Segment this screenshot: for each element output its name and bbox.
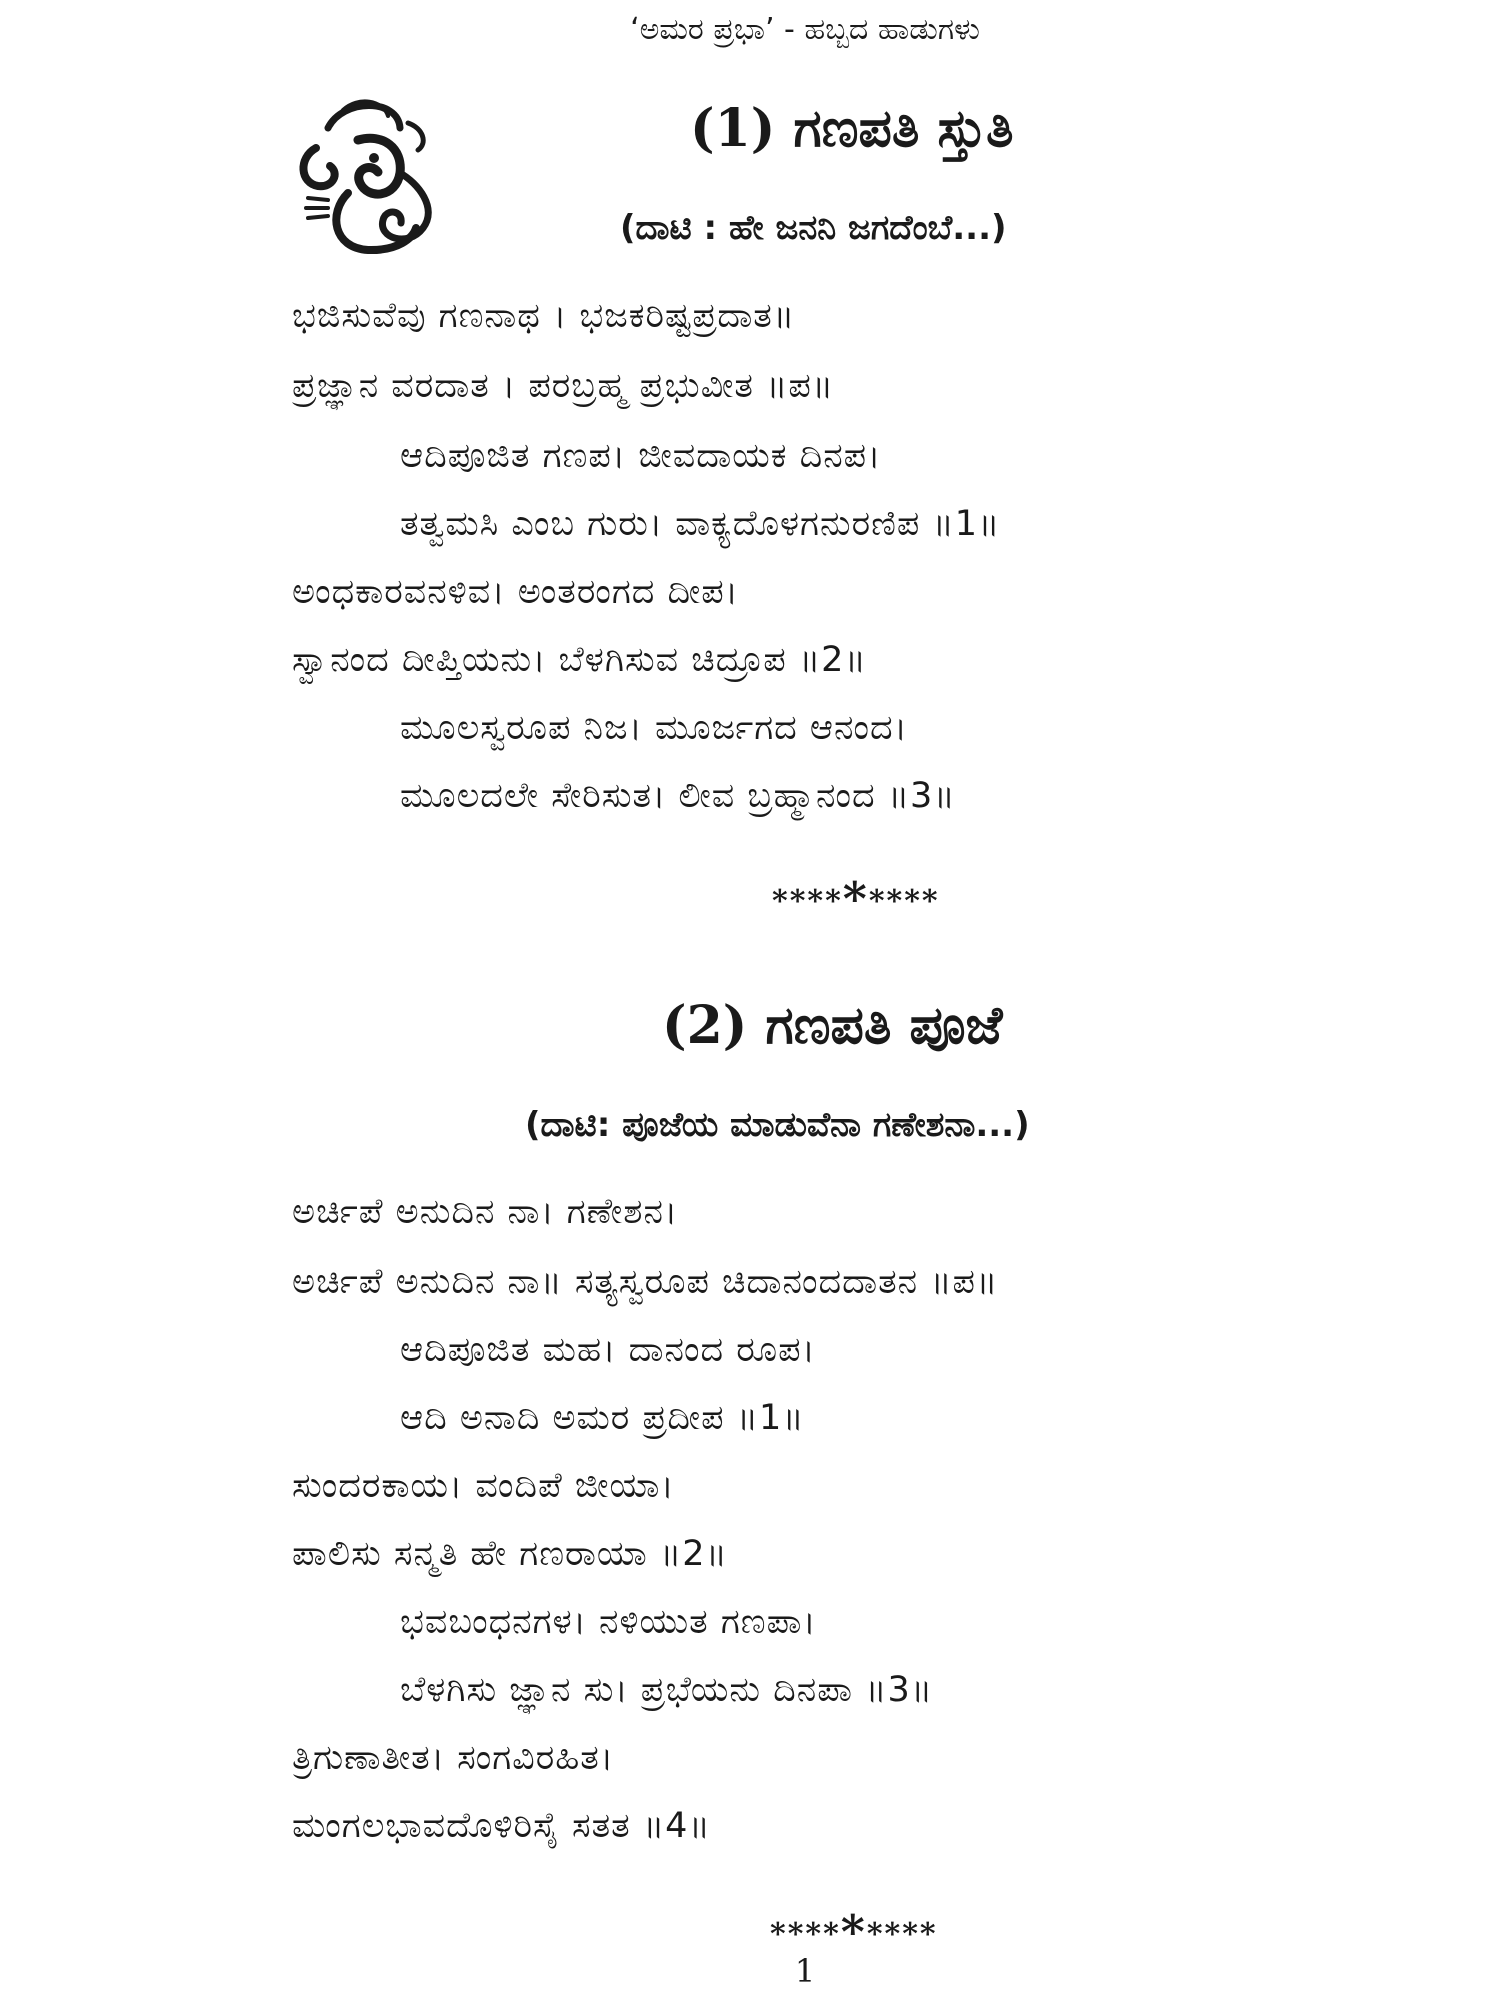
- song-2-line-1: ಅರ್ಚಿಪೆ ಅನುದಿನ ನಾ। ಗಣೇಶನ।: [292, 1192, 679, 1232]
- song-2-line-9: ತ್ರಿಗುಣಾತೀತ। ಸಂಗವಿರಹಿತ।: [292, 1738, 615, 1778]
- song-1-line-8: ಮೂಲದಲೇ ಸೇರಿಸುತ। ಲೀವ ಬ್ರಹ್ಮಾನಂದ ॥3॥: [400, 776, 956, 816]
- song-1-line-4: ತತ್ವಮಸಿ ಎಂಬ ಗುರು। ವಾಕ್ಯದೊಳಗನುರಣಿಪ ॥1॥: [400, 504, 1001, 544]
- song-2-raga: (ದಾಟಿ: ಪೂಜೆಯ ಮಾಡುವೆನಾ ಗಣೇಶನಾ...): [525, 1105, 1030, 1145]
- song-2-line-10: ಮಂಗಲಭಾವದೊಳಿರಿಸೈ ಸತತ ॥4॥: [292, 1806, 711, 1846]
- song-1-line-2: ಪ್ರಜ್ಞಾನ ವರದಾತ । ಪರಬ್ರಹ್ಮ ಪ್ರಭುವೀತ ॥ಪ॥: [292, 366, 835, 406]
- page-header: ‘ಅಮರ ಪ್ರಭಾ’ - ಹಬ್ಬದ ಹಾಡುಗಳು: [630, 12, 980, 47]
- divider-stars-left: ****: [770, 1917, 841, 1952]
- song-2-line-3: ಆದಿಪೂಜಿತ ಮಹ। ದಾನಂದ ರೂಪ।: [400, 1330, 816, 1370]
- section-divider-2: [770, 1905, 938, 1959]
- song-1-line-7: ಮೂಲಸ್ವರೂಪ ನಿಜ। ಮೂರ್ಜಗದ ಆನಂದ।: [400, 708, 908, 748]
- song-1-line-1: ಭಜಿಸುವೆವು ಗಣನಾಥ । ಭಜಕರಿಷ್ಟಪ್ರದಾತ॥: [292, 296, 796, 336]
- page-number: 1: [794, 1952, 816, 1990]
- song-2-line-4: ಆದಿ ಅನಾದಿ ಅಮರ ಪ್ರದೀಪ ॥1॥: [400, 1398, 805, 1438]
- song-1-line-6: ಸ್ವಾನಂದ ದೀಪ್ತಿಯನು। ಬೆಳಗಿಸುವ ಚಿದ್ರೂಪ ॥2॥: [292, 640, 867, 680]
- divider-stars-right: ****: [866, 1917, 938, 1952]
- divider-stars-right: ****: [868, 884, 940, 919]
- section-divider-1: [772, 872, 940, 926]
- song-2-line-8: ಬೆಳಗಿಸು ಜ್ಞಾನ ಸು। ಪ್ರಭೆಯನು ದಿನಪಾ ॥3॥: [400, 1670, 934, 1710]
- song-2-line-7: ಭವಬಂಧನಗಳ। ನಳಿಯುತ ಗಣಪಾ।: [400, 1602, 817, 1642]
- divider-star-center: *: [840, 1905, 867, 1959]
- song-1-line-5: ಅಂಧಕಾರವನಳಿವ। ಅಂತರಂಗದ ದೀಪ।: [292, 572, 739, 612]
- song-2-line-6: ಪಾಲಿಸು ಸನ್ಮತಿ ಹೇ ಗಣರಾಯಾ ॥2॥: [292, 1534, 728, 1574]
- song-2-title: (2) ಗಣಪತಿ ಪೂಜೆ: [662, 995, 1003, 1056]
- ganesha-om-icon: [288, 88, 448, 258]
- song-1-raga: (ದಾಟಿ : ಹೇ ಜನನಿ ಜಗದೆಂಬೆ...): [620, 208, 1007, 248]
- song-2-line-2: ಅರ್ಚಿಪೆ ಅನುದಿನ ನಾ॥ ಸತ್ಯಸ್ವರೂಪ ಚಿದಾನಂದದಾತನ ॥ಪ॥: [292, 1262, 999, 1302]
- divider-stars-left: ****: [772, 884, 843, 919]
- song-2-line-5: ಸುಂದರಕಾಯ। ವಂದಿಪೆ ಜೀಯಾ।: [292, 1466, 675, 1506]
- song-1-title: (1) ಗಣಪತಿ ಸ್ತುತಿ: [690, 98, 1014, 159]
- divider-star-center: *: [842, 872, 869, 926]
- song-1-line-3: ಆದಿಪೂಜಿತ ಗಣಪ। ಜೀವದಾಯಕ ದಿನಪ।: [400, 436, 882, 476]
